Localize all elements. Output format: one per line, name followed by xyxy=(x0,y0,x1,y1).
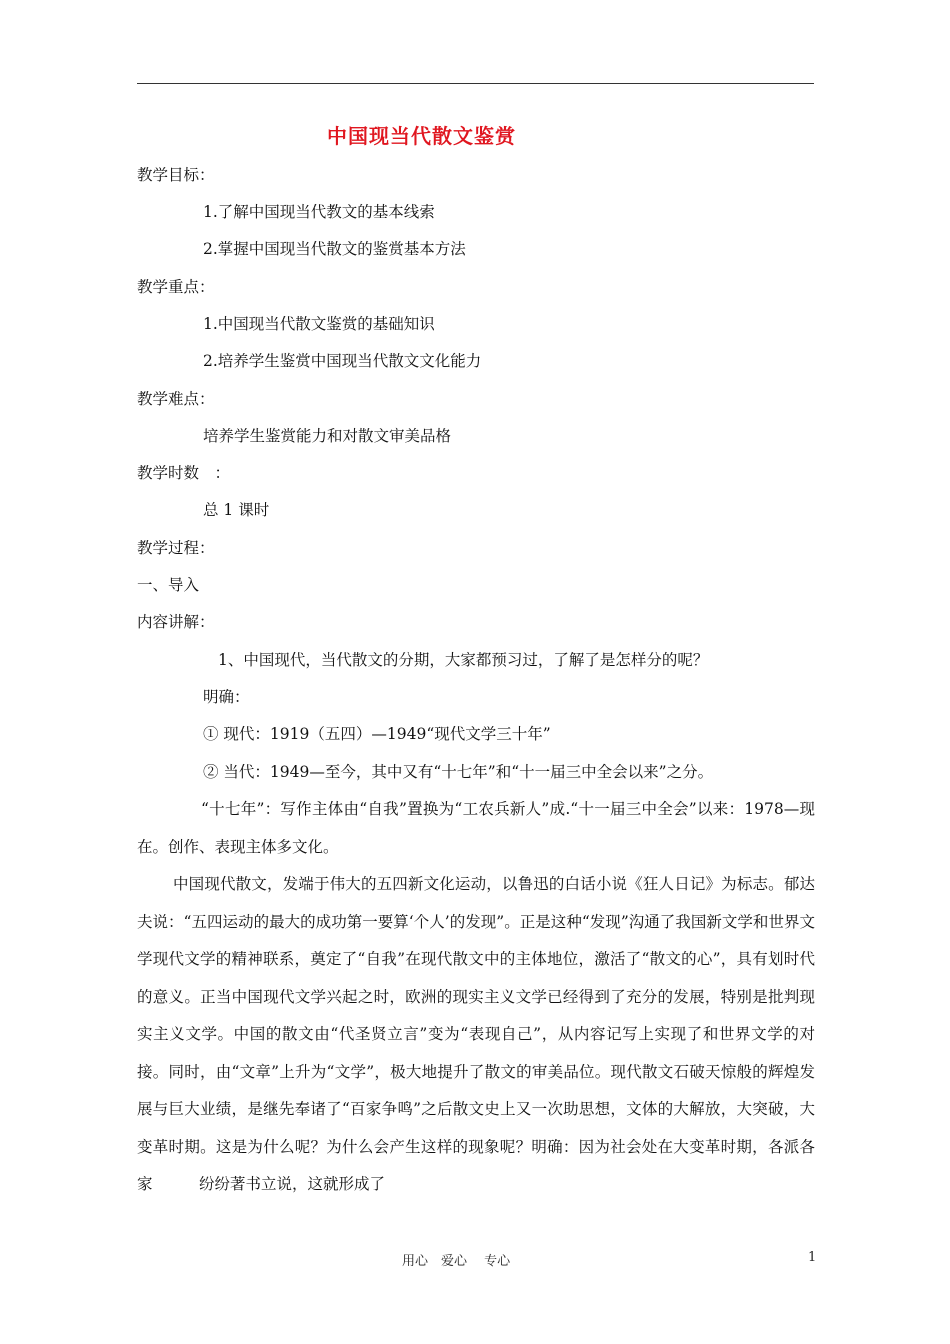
question-1: 1、中国现代，当代散文的分期，大家都预习过，了解了是怎样分的呢？ xyxy=(218,651,709,669)
footer-motto: 用心 爱心 专心 xyxy=(402,1254,511,1269)
process-heading: 教学过程： xyxy=(137,539,215,557)
period-modern: ① 现代：1919（五四）—1949“现代文学三十年” xyxy=(203,725,551,743)
keypoint-2: 2.培养学生鉴赏中国现当代散文文化能力 xyxy=(203,352,482,370)
hours-value: 总 1 课时 xyxy=(203,501,270,519)
hours-heading: 教学时数 ： xyxy=(137,464,231,482)
keypoints-heading: 教学重点： xyxy=(137,278,215,296)
main-paragraph: 中国现代散文，发端于伟大的五四新文化运动，以鲁迅的白话小说《狂人日记》为标志。郁达夫说：“五四运动的最大的成功第一要算‘个人’的发现”。正是这种“发现”沟通了我国新文学和世界文学现代文学的精神联系，奠定了“自我”在现代散文中的主体地位，激活了“散文的心”，具有划时代的意义。正当中国现代文学兴起之时，欧洲的现实主义文学已经得到了充分的发展，特别是批判现实主义文学。中国的散文由“代圣贤立言”变为“表现自己”，从内容记写上实现了和世界文学的对接。同时，由“文章”上升为“文学”，极大地提升了散文的审美品位。现代散文石破天惊般的辉煌发展与巨大业绩，是继先奉诸了“百家争鸣”之后散文史上又一次助思想，文体的大解放，大突破，大变革时期。这是为什么呢？为什么会产生这样的现象呢？明确：因为社会处在大变革时期，各派各家 纷纷著书立说，这就形成了 xyxy=(137,875,815,1193)
document-title: 中国现当代散文鉴赏 xyxy=(327,124,516,148)
page-number: 1 xyxy=(808,1250,817,1265)
content-heading: 内容讲解： xyxy=(137,613,215,631)
answer-label: 明确： xyxy=(203,688,250,706)
difficulty-1: 培养学生鉴赏能力和对散文审美品格 xyxy=(203,427,452,445)
objective-2: 2.掌握中国现当代散文的鉴赏基本方法 xyxy=(203,240,466,258)
period-contemporary: ② 当代：1949—至今，其中又有“十七年”和“十一届三中全会以来”之分。 xyxy=(203,763,714,781)
intro-heading: 一、导入 xyxy=(137,576,200,594)
objectives-heading: 教学目标： xyxy=(137,166,215,184)
seventeen-years-paragraph: “十七年”：写作主体由“自我”置换为“工农兵新人”成.“十一届三中全会”以来：1978—现在。创作、表现主体多文化。 xyxy=(137,800,815,856)
keypoint-1: 1.中国现当代散文鉴赏的基础知识 xyxy=(203,315,435,333)
header-rule xyxy=(137,83,814,84)
difficulty-heading: 教学难点： xyxy=(137,390,215,408)
objective-1: 1.了解中国现当代教文的基本线索 xyxy=(203,203,435,221)
